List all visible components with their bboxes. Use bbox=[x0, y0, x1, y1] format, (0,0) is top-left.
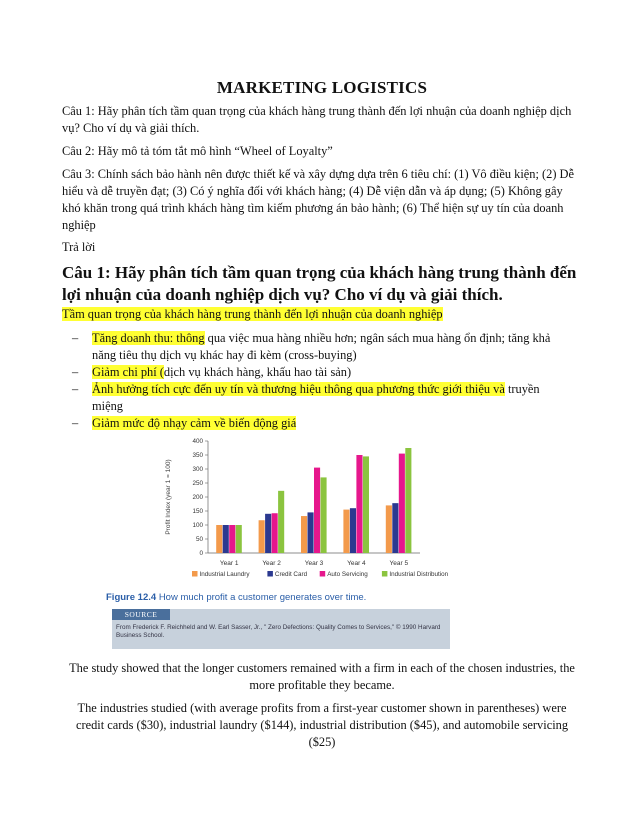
figure-caption-text: How much profit a customer generates over time. bbox=[158, 592, 367, 603]
y-axis-label: Profit Index (year 1 = 100) bbox=[165, 459, 172, 535]
chart-bar bbox=[356, 455, 362, 553]
y-tick-label: 300 bbox=[192, 466, 203, 474]
legend-swatch bbox=[192, 571, 198, 577]
chart-bar bbox=[278, 491, 284, 553]
chart-bar bbox=[272, 513, 278, 553]
y-tick-label: 400 bbox=[192, 438, 203, 446]
source-label: SOURCE bbox=[112, 609, 170, 620]
legend-label: Industrial Distribution bbox=[389, 571, 449, 578]
chart-bar bbox=[265, 514, 271, 553]
chart-bar bbox=[350, 508, 356, 553]
chart-bar bbox=[386, 505, 392, 553]
bullet-rest: dịch vụ khách hàng, khấu hao tài sản) bbox=[163, 365, 352, 379]
figure-caption bbox=[106, 592, 366, 603]
x-tick-label: Year 1 bbox=[219, 560, 239, 567]
question-1: Câu 1: Hãy phân tích tầm quan trọng của khách hàng trung thành đến lợi nhuận của doanh nghiệp dịch vụ? Cho ví dụ và giải thích. bbox=[62, 104, 572, 135]
figure-number: Figure 12.4 bbox=[106, 592, 157, 603]
y-tick-label: 350 bbox=[192, 452, 203, 460]
chart-bar bbox=[216, 525, 222, 553]
chart-bar bbox=[223, 525, 229, 553]
question-3: Câu 3: Chính sách bảo hành nên được thiết kế và xây dựng dựa trên 6 tiêu chí: (1) Vô điều kiện; (2) Dễ hiểu và dễ truyền đạt; (3) Có ý nghĩa đối với khách hàng; (4) Dễ viện dẫn và áp dụng; (5) Không gây khó khăn trong quá trình khách hàng tìm kiếm phương án bảo hành; (6) Thể hiện sự uy tín của doanh nghiệp bbox=[62, 167, 574, 232]
bullet-dash: – bbox=[72, 382, 79, 396]
legend-swatch bbox=[320, 571, 326, 577]
bullet-highlight: Tăng doanh thu: thông bbox=[92, 331, 205, 345]
document-title: MARKETING LOGISTICS bbox=[216, 78, 428, 97]
chart-bar bbox=[236, 525, 242, 553]
chart-bar bbox=[363, 456, 369, 553]
chart-bar bbox=[229, 525, 235, 553]
chart-bar bbox=[399, 454, 405, 553]
x-tick-label: Year 4 bbox=[347, 560, 366, 567]
chart-bar bbox=[301, 516, 307, 553]
answer-heading: Câu 1: Hãy phân tích tầm quan trọng của khách hàng trung thành đến lợi nhuận của doanh nghiệp dịch vụ? Cho ví dụ và giải thích. bbox=[62, 263, 577, 304]
chart-bar bbox=[314, 468, 320, 553]
chart-bar bbox=[392, 503, 398, 553]
x-tick-label: Year 5 bbox=[389, 560, 409, 567]
legend-label: Industrial Laundry bbox=[199, 571, 250, 578]
subheading-text: Tầm quan trọng của khách hàng trung thành đến lợi nhuận của doanh nghiệp bbox=[62, 307, 443, 321]
y-tick-label: 200 bbox=[192, 494, 203, 502]
subheading bbox=[62, 306, 582, 323]
bullet-rest: qua việc mua hàng nhiều hơn; ngân sách mua hàng ổn định; tăng khả năng tiêu thụ dịch vụ khác hay đi kèm (cross-buying) bbox=[92, 331, 551, 362]
x-tick-label: Year 3 bbox=[304, 560, 324, 567]
legend-label: Credit Card bbox=[274, 571, 308, 578]
profit-chart bbox=[150, 433, 450, 593]
y-tick-label: 150 bbox=[192, 508, 203, 516]
y-tick-label: 250 bbox=[192, 480, 203, 488]
legend-swatch bbox=[382, 571, 388, 577]
legend-label: Auto Servicing bbox=[327, 571, 368, 578]
bullet-highlight: Giảm chi phí ( bbox=[92, 365, 164, 379]
chart-bar bbox=[405, 448, 411, 553]
y-tick-label: 100 bbox=[192, 522, 203, 530]
chart-bar bbox=[259, 520, 265, 553]
legend-swatch bbox=[267, 571, 273, 577]
source-text: From Frederick F. Reichheld and W. Earl Sasser, Jr., " Zero Defections: Quality Comes to Services," © 1990 Harvard Business School. bbox=[116, 624, 441, 639]
bullet-highlight: Ảnh hưởng tích cực đến uy tín và thương hiệu thông qua phương thức giới thiệu và bbox=[92, 382, 505, 396]
x-tick-label: Year 2 bbox=[262, 560, 281, 567]
answer-label: Trả lời bbox=[62, 240, 96, 254]
y-tick-label: 0 bbox=[199, 550, 203, 558]
chart-bar bbox=[343, 510, 349, 553]
bullet-dash: – bbox=[72, 416, 79, 430]
study-paragraph-1: The study showed that the longer customers remained with a firm in each of the chosen industries, the more profitable they became. bbox=[69, 661, 575, 692]
y-tick-label: 50 bbox=[195, 536, 203, 544]
bullet-highlight: Giảm mức độ nhạy cảm về biến động giá bbox=[92, 416, 297, 430]
bullet-dash: – bbox=[72, 331, 79, 345]
chart-bar bbox=[308, 512, 314, 553]
bullet-dash: – bbox=[72, 365, 79, 379]
bullet-rest: truyền miệng bbox=[92, 382, 540, 413]
chart-bar bbox=[321, 477, 327, 553]
question-2: Câu 2: Hãy mô tả tóm tắt mô hình “Wheel of Loyalty” bbox=[62, 144, 333, 158]
study-paragraph-2: The industries studied (with average profits from a first-year customer shown in parentheses) were credit cards ($30), industrial laundry ($144), industrial distribution ($45), and automobile servicing ($25) bbox=[75, 701, 569, 749]
